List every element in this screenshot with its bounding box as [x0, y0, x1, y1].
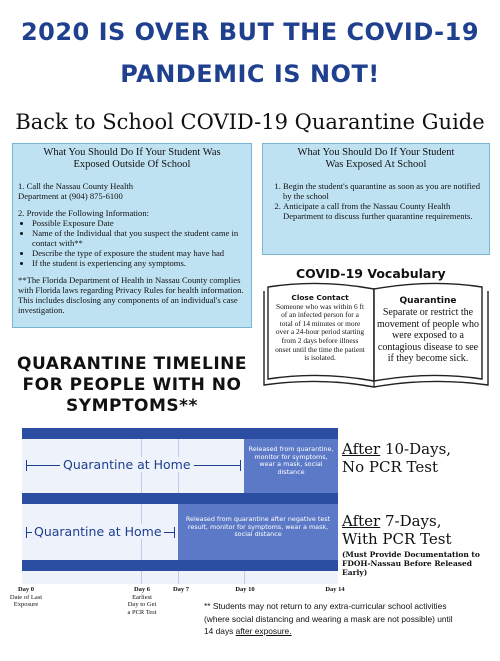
after-7-days-label — [342, 512, 498, 548]
vocab-title: COVID-19 Vocabulary — [296, 266, 446, 281]
vocab-quarantine-definition: Separate or restrict the movement of people who were exposed to a contagious disease to see if they become sick. — [377, 307, 479, 365]
day-0-sub-2: Exposure — [13, 601, 39, 609]
list-item: • If the student is experiencing any symptoms. — [32, 258, 246, 268]
after-10-days-line-1 — [342, 440, 498, 458]
exposed-at-school-box — [262, 143, 490, 255]
day-6-sub-2: Day to Get — [127, 601, 157, 609]
info-list — [18, 218, 246, 268]
exposed-outside-school-box — [12, 143, 252, 328]
note-line-1: ** Students may not return to any extra-curricular school activities — [204, 601, 447, 611]
page-subtitle: Back to School COVID-19 Quarantine Guide — [15, 110, 485, 134]
day-10-label: Day 10 — [235, 586, 255, 593]
list-item: • Name of the Individual that you suspect the student came in contact with** — [32, 228, 246, 248]
timeline-title — [12, 354, 252, 417]
after-10-days-prefix: After — [342, 440, 381, 458]
step-1-line-2: Department at (904) 875-6100 — [18, 191, 123, 201]
headline-line-1: 2020 IS OVER BUT THE COVID-19 — [20, 18, 480, 46]
day-0-sub-1: Date of Last — [9, 593, 43, 601]
day-0-label — [6, 586, 46, 609]
list-item: 2. Anticipate a call from the Nassau County Health Department to discuss further quarantine requirements. — [283, 201, 483, 221]
list-item: • Describe the type of exposure the student may have had — [32, 248, 246, 258]
timeline-title-line-2: FOR PEOPLE WITH NO — [22, 375, 242, 395]
note-line-3 — [204, 625, 498, 638]
after-7-days-line-1 — [342, 512, 498, 530]
day-14-label: Day 14 — [325, 586, 345, 593]
box-title-line-1: What You Should Do If Your Student Was — [43, 147, 221, 158]
after-10-days-rest: 10-Days, — [380, 440, 452, 458]
after-10-days-label — [342, 440, 498, 476]
row-2-home-segment — [22, 504, 178, 560]
vocab-close-contact — [274, 294, 366, 363]
row-1-released-segment: Released from quarantine, monitor for symptoms, wear a mask, social distance — [244, 439, 338, 493]
step-1-line-1: 1. Call the Nassau County Health — [18, 181, 134, 191]
box-title-line-2: Exposed Outside Of School — [73, 159, 191, 170]
day-6-sub-3: a PCR Test — [127, 608, 157, 616]
note-line-2: (where social distancing and wearing a mask are not possible) until — [204, 613, 453, 624]
row-2-bottom-bar — [22, 560, 338, 571]
school-steps-list — [269, 181, 483, 221]
day-6-sub-1: Earliest — [132, 593, 152, 601]
headline-line-2: PANDEMIC IS NOT! — [120, 60, 380, 88]
day-0: Day 0 — [17, 586, 35, 593]
timeline-title-line-1: QUARANTINE TIMELINE — [17, 354, 247, 374]
vocab-close-contact-heading: Close Contact — [291, 293, 349, 302]
day-6: Day 6 — [133, 586, 151, 593]
vocab-quarantine — [376, 296, 480, 364]
row-1-home-segment — [22, 439, 244, 493]
step-2: 2. Provide the Following Information: — [18, 208, 150, 218]
after-7-days-rest: 7-Days, — [380, 512, 442, 530]
privacy-footnote: **The Florida Department of Health in Nassau County complies with Florida laws regarding Privacy Rules for health information. This includes disclosing any components of an individual's case investigation. — [18, 275, 244, 315]
row-2-released-segment: Released from quarantine after negative test result, monitor for symptoms, wear a mask, social distance — [178, 504, 338, 560]
vocab-quarantine-heading: Quarantine — [399, 296, 457, 306]
box-title-line-2: Was Exposed At School — [325, 159, 427, 170]
day-6-label — [122, 586, 162, 616]
row-1-arrow-end — [240, 460, 241, 471]
row-2-arrow-start — [26, 527, 27, 538]
day-7-label: Day 7 — [172, 586, 190, 593]
list-item: • Possible Exposure Date — [32, 218, 246, 228]
list-item: 1. Begin the student's quarantine as soon as you are notified by the school — [283, 181, 483, 201]
note-line-3-underlined: after exposure. — [235, 626, 292, 636]
row-1-arrow-start — [26, 460, 27, 471]
row-2-arrow-end — [174, 527, 175, 538]
row-1-quarantine-label: Quarantine at Home — [60, 457, 194, 472]
timeline-title-line-3: SYMPTOMS** — [66, 396, 198, 416]
note-line-3-prefix: 14 days — [204, 626, 236, 636]
timeline-chart — [22, 428, 338, 584]
row-1-top-bar — [22, 428, 338, 439]
pcr-documentation-note: (Must Provide Documentation to FDOH-Nassau Before Released Early) — [342, 550, 480, 577]
box-title-line-1: What You Should Do If Your Student — [297, 147, 455, 158]
after-10-days-line-2: No PCR Test — [342, 458, 438, 476]
after-7-days-prefix: After — [342, 512, 381, 530]
vocab-close-contact-definition: Someone who was within 6 ft of an infected person for a total of 14 minutes or more over a 24-hour period starting from 2 days before illness onset until the time the patient is isolated. — [275, 301, 365, 363]
after-7-days-line-2: With PCR Test — [342, 530, 452, 548]
extracurricular-note — [204, 600, 498, 638]
row-2-quarantine-label: Quarantine at Home — [34, 524, 162, 539]
row-1-bottom-bar — [22, 493, 338, 504]
